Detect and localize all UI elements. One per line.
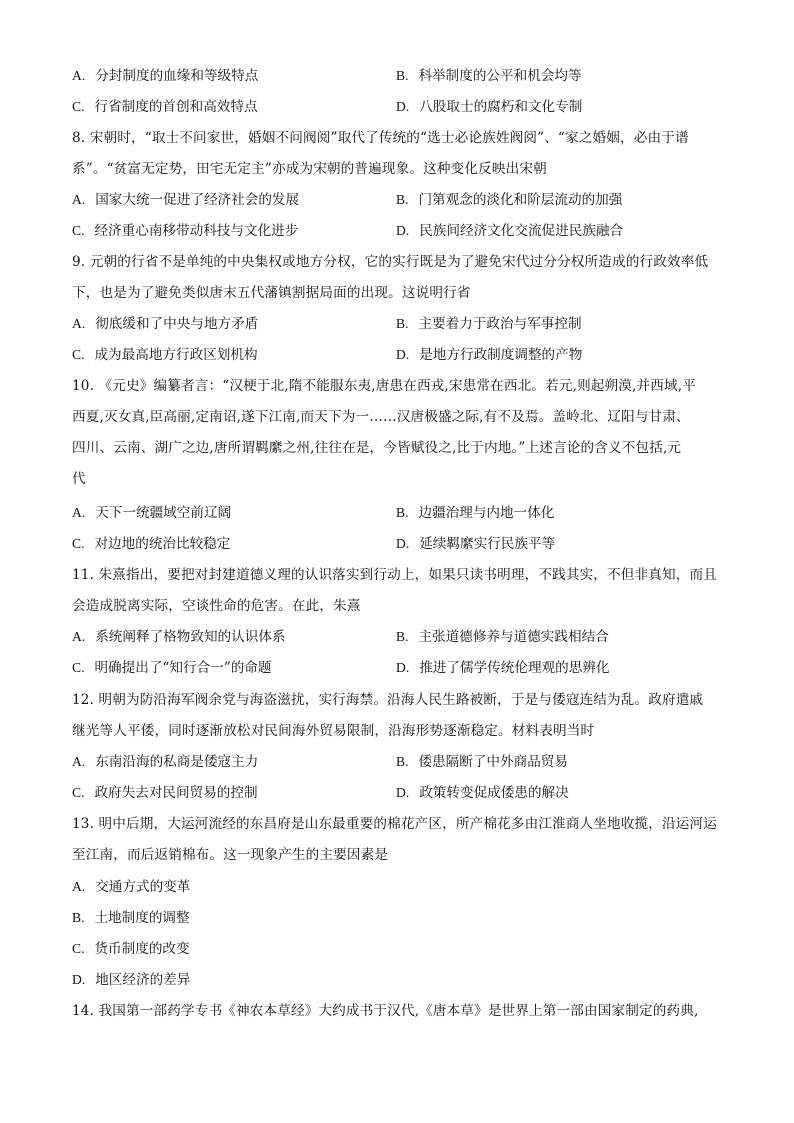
option-d bbox=[72, 970, 190, 990]
option-a bbox=[72, 190, 299, 210]
option-text: 交通方式的变革 bbox=[95, 879, 191, 895]
option-text: 政策转变促成倭患的解决 bbox=[419, 785, 569, 801]
option-c bbox=[72, 97, 258, 117]
option-a bbox=[72, 314, 258, 334]
option-key: D. bbox=[396, 660, 410, 675]
option-key: C. bbox=[72, 536, 85, 551]
question-12-stem-line: 继光等人平倭，同时逐渐放松对民间海外贸易限制，沿海形势逐渐稳定。材料表明当时 bbox=[72, 723, 595, 739]
option-text: 国家大统一促进了经济社会的发展 bbox=[95, 192, 300, 208]
option-key: C. bbox=[72, 941, 85, 956]
option-c bbox=[72, 221, 298, 241]
option-text: 推进了儒学传统伦理观的思辨化 bbox=[419, 660, 610, 676]
option-key: B. bbox=[72, 910, 85, 925]
option-key: B. bbox=[396, 192, 409, 207]
option-text: 倭患隔断了中外商品贸易 bbox=[418, 754, 568, 770]
option-key: B. bbox=[396, 505, 409, 520]
option-key: A. bbox=[72, 505, 86, 520]
option-key: A. bbox=[72, 192, 86, 207]
option-key: A. bbox=[72, 754, 86, 769]
question-9-stem-line: 9. 元朝的行省不是单纯的中央集权或地方分权，它的实行既是为了避免宋代过分分权所造成的行政效率低 bbox=[72, 254, 709, 270]
option-text: 明确提出了“知行合一”的命题 bbox=[94, 660, 272, 676]
question-12-stem-line: 12. 明朝为防沿海军阀余党与海盗滋扰，实行海禁。沿海人民生路被断，于是与倭寇连结为乱。政府遣戚 bbox=[72, 692, 704, 708]
option-text: 彻底缓和了中央与地方矛盾 bbox=[95, 316, 259, 332]
option-a bbox=[72, 627, 286, 647]
option-d bbox=[396, 658, 610, 678]
option-text: 八股取士的腐朽和文化专制 bbox=[419, 99, 583, 115]
option-text: 货币制度的改变 bbox=[94, 941, 190, 957]
option-text: 地区经济的差异 bbox=[95, 972, 191, 988]
question-9-stem-line: 下，也是为了避免类似唐末五代藩镇割据局面的出现。这说明行省 bbox=[72, 285, 471, 301]
question-13-stem-line: 至江南，而后返销棉布。这一现象产生的主要因素是 bbox=[72, 847, 389, 863]
option-b bbox=[396, 627, 609, 647]
option-text: 政府失去对民间贸易的控制 bbox=[94, 785, 258, 801]
option-key: C. bbox=[72, 223, 85, 238]
option-text: 边疆治理与内地一体化 bbox=[418, 505, 555, 521]
option-key: D. bbox=[396, 99, 410, 114]
option-key: B. bbox=[396, 754, 409, 769]
option-text: 土地制度的调整 bbox=[94, 910, 190, 926]
option-d bbox=[396, 345, 582, 365]
question-11-stem-line: 会造成脱离实际，空谈性命的危害。在此，朱熹 bbox=[72, 598, 361, 614]
option-a bbox=[72, 877, 190, 897]
option-text: 门第观念的淡化和阶层流动的加强 bbox=[418, 192, 623, 208]
option-b bbox=[396, 503, 554, 523]
option-a bbox=[72, 503, 231, 523]
option-text: 成为最高地方行政区划机构 bbox=[94, 347, 258, 363]
option-key: D. bbox=[396, 223, 410, 238]
option-key: B. bbox=[396, 629, 409, 644]
question-10-stem-line: 代 bbox=[72, 471, 86, 487]
question-14-stem-line: 14. 我国第一部药学专书《神农本草经》大约成书于汉代,《唐本草》是世界上第一部由国家制定的药典, bbox=[72, 1003, 699, 1019]
option-c bbox=[72, 534, 230, 554]
option-key: C. bbox=[72, 660, 85, 675]
option-key: A. bbox=[72, 879, 86, 894]
option-b bbox=[72, 908, 190, 928]
option-text: 分封制度的血缘和等级特点 bbox=[95, 68, 259, 84]
option-key: C. bbox=[72, 347, 85, 362]
question-8-stem-line: 8. 宋朝时，“取士不问家世，婚姻不问阀阅”取代了传统的“选士必论族姓阀阅”、“家之婚姻，必由于谱 bbox=[72, 130, 689, 146]
option-b bbox=[396, 752, 568, 772]
option-text: 是地方行政制度调整的产物 bbox=[419, 347, 583, 363]
question-10-stem-line: 四川、云南、湖广之边,唐所谓羁縻之州,往往在是，今皆赋役之,比于内地。”上述言论的含义不包括,元 bbox=[72, 440, 682, 456]
option-text: 系统阐释了格物致知的认识体系 bbox=[95, 629, 286, 645]
question-10-stem-line: 西夏,灭女真,臣高丽,定南诏,遂下江南,而天下为一……汉唐极盛之际,有不及焉。盖岭北、辽阳与甘肃、 bbox=[72, 409, 690, 425]
option-text: 主张道德修养与道德实践相结合 bbox=[418, 629, 609, 645]
option-d bbox=[396, 97, 582, 117]
option-text: 天下一统疆域空前辽阔 bbox=[95, 505, 232, 521]
option-key: D. bbox=[72, 972, 86, 987]
option-text: 经济重心南移带动科技与文化进步 bbox=[94, 223, 299, 239]
option-key: C. bbox=[72, 99, 85, 114]
option-key: B. bbox=[396, 68, 409, 83]
option-key: D. bbox=[396, 536, 410, 551]
option-a bbox=[72, 752, 258, 772]
option-key: A. bbox=[72, 629, 86, 644]
option-text: 东南沿海的私商是倭寇主力 bbox=[95, 754, 259, 770]
option-b bbox=[396, 66, 582, 86]
option-text: 科举制度的公平和机会均等 bbox=[418, 68, 582, 84]
option-a bbox=[72, 66, 258, 86]
question-13-stem-line: 13. 明中后期，大运河流经的东昌府是山东最重要的棉花产区，所产棉花多由江淮商人坐地收揽，沿运河运 bbox=[72, 816, 718, 832]
option-c bbox=[72, 345, 258, 365]
option-key: A. bbox=[72, 68, 86, 83]
question-11-stem-line: 11. 朱熹指出，要把对封建道德义理的认识落实到行动上，如果只读书明理，不践其实，不但非真知，而且 bbox=[72, 567, 718, 583]
option-d bbox=[396, 534, 555, 554]
option-d bbox=[396, 783, 569, 803]
option-key: B. bbox=[396, 316, 409, 331]
option-key: D. bbox=[396, 785, 410, 800]
option-text: 延续羁縻实行民族平等 bbox=[419, 536, 556, 552]
option-text: 民族间经济文化交流促进民族融合 bbox=[419, 223, 624, 239]
option-b bbox=[396, 314, 582, 334]
option-c bbox=[72, 783, 258, 803]
option-text: 行省制度的首创和高效特点 bbox=[94, 99, 258, 115]
option-text: 对边地的统治比较稳定 bbox=[94, 536, 231, 552]
option-c bbox=[72, 658, 272, 678]
option-c bbox=[72, 939, 190, 959]
option-key: C. bbox=[72, 785, 85, 800]
option-text: 主要着力于政治与军事控制 bbox=[418, 316, 582, 332]
question-10-stem-line: 10. 《元史》编纂者言：“汉梗于北,隋不能服东夷,唐患在西戎,宋患常在西北。若元,则起朔漠,并西域,平 bbox=[72, 378, 696, 394]
option-key: D. bbox=[396, 347, 410, 362]
question-8-stem-line: 系”。“贫富无定势，田宅无定主”亦成为宋朝的普遍现象。这种变化反映出宋朝 bbox=[72, 161, 547, 177]
option-b bbox=[396, 190, 622, 210]
option-key: A. bbox=[72, 316, 86, 331]
option-d bbox=[396, 221, 623, 241]
